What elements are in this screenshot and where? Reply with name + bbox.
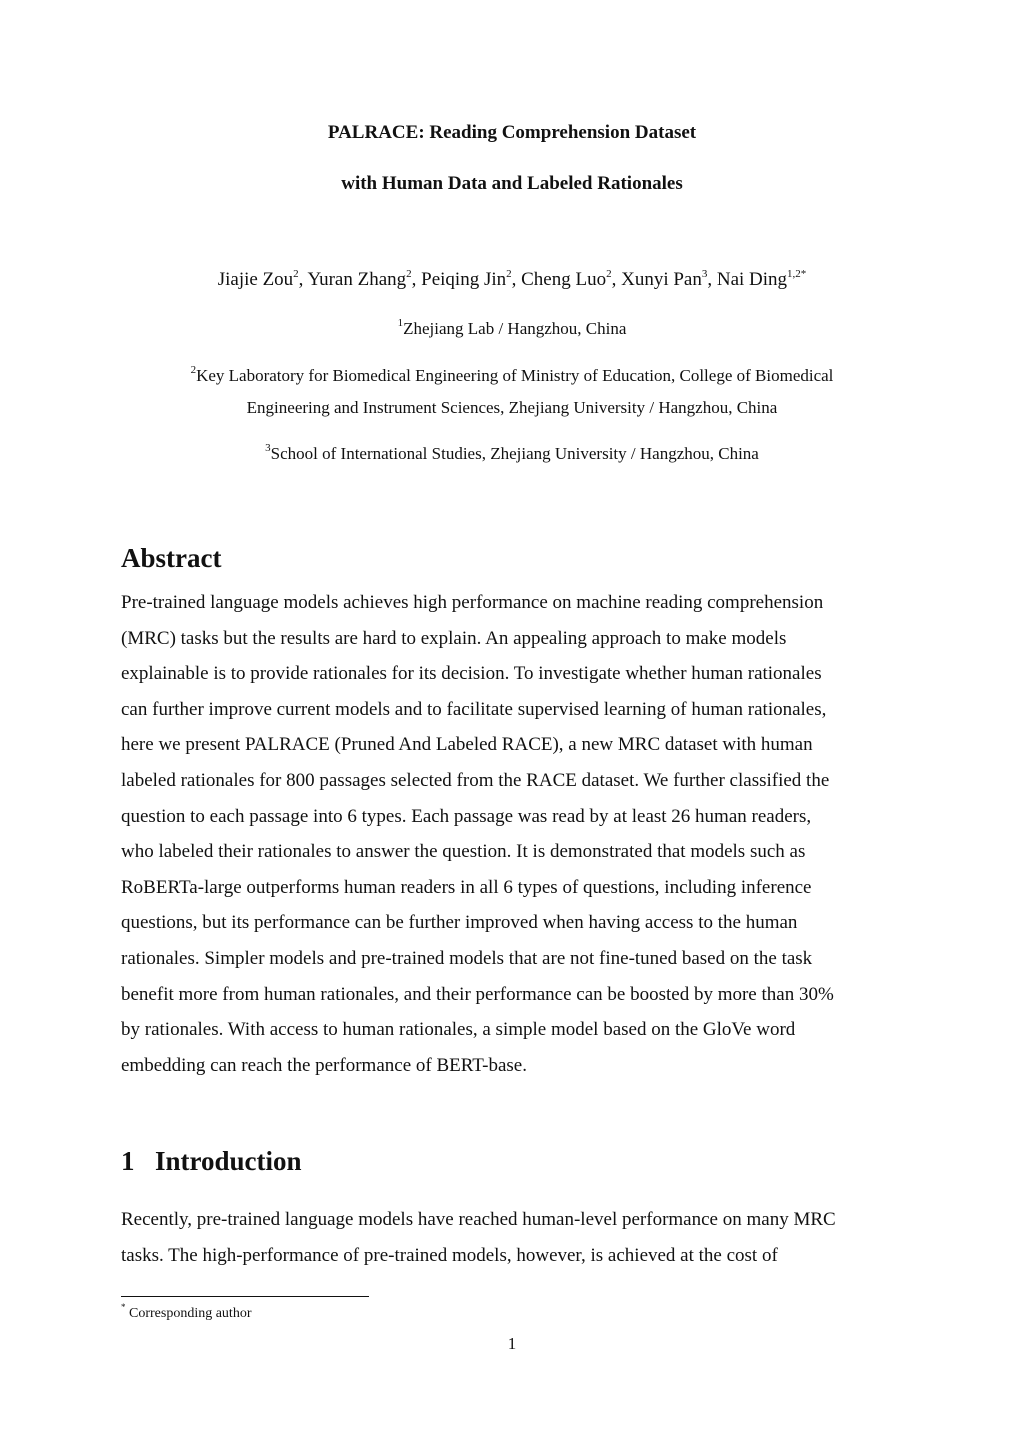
author-affiliation-mark: 2 — [293, 267, 299, 280]
introduction-heading — [121, 1143, 302, 1179]
abstract-line: Pre-trained language models achieves high performance on machine reading comprehension — [121, 592, 824, 613]
affiliation-1 — [0, 318, 1024, 340]
introduction-body — [121, 1202, 903, 1273]
author-name: Jiajie Zou — [217, 269, 294, 290]
affiliation-3 — [0, 443, 1024, 465]
affiliation-mark: 2 — [190, 364, 197, 377]
footnote — [121, 1304, 251, 1324]
abstract-body — [121, 585, 903, 1083]
abstract-line: (MRC) tasks but the results are hard to explain. An appealing approach to make models — [121, 627, 787, 649]
author-name: Xunyi Pan — [621, 269, 702, 290]
abstract-line: rationales. Simpler models and pre-trained models that are not fine-tuned based on the task — [121, 947, 813, 969]
introduction-line: Recently, pre-trained language models have reached human-level performance on many MRC — [121, 1209, 836, 1230]
affiliation-2 — [0, 365, 1024, 387]
author-name: Nai Ding — [716, 269, 788, 290]
abstract-line: who labeled their rationales to answer the question. It is demonstrated that models such as — [121, 841, 806, 863]
abstract-line: can further improve current models and to facilitate supervised learning of human rationales, — [121, 698, 827, 720]
abstract-heading: Abstract — [121, 543, 222, 573]
author-affiliation-mark: 2 — [406, 267, 412, 280]
affiliation-mark: 1 — [397, 317, 404, 330]
author-affiliation-mark: 3 — [701, 267, 708, 280]
abstract-line: embedding can reach the performance of BERT-base. — [121, 1054, 527, 1076]
author-separator: , — [411, 269, 422, 290]
abstract-line: by rationales. With access to human rationales, a simple model based on the GloVe word — [121, 1019, 796, 1041]
author-affiliation-mark: 2 — [606, 267, 612, 280]
section-number: 1 — [121, 1146, 135, 1176]
footnote-mark: * — [121, 1302, 126, 1313]
affiliation-text: Key Laboratory for Biomedical Engineering of Ministry of Education, College of Biomedical — [196, 366, 834, 385]
section-title: Introduction — [155, 1146, 302, 1176]
author-separator: , — [298, 269, 308, 290]
affiliation-text: Zhejiang Lab / Hangzhou, China — [403, 319, 627, 338]
author-name: Peiqing Jin — [421, 269, 507, 290]
footnote-divider — [121, 1296, 369, 1297]
affiliation-mark: 3 — [265, 442, 271, 455]
author-separator: , — [511, 269, 522, 290]
abstract-line: RoBERTa-large outperforms human readers in all 6 types of questions, including inference — [121, 876, 812, 898]
author-affiliation-mark: 1,2* — [787, 267, 807, 280]
footnote-text: Corresponding author — [129, 1306, 252, 1321]
abstract-line: labeled rationales for 800 passages selected from the RACE dataset. We further classified the — [121, 769, 830, 791]
paper-title-line-2: with Human Data and Labeled Rationales — [341, 173, 683, 194]
paper-title-line-1: PALRACE: Reading Comprehension Dataset — [327, 122, 697, 143]
abstract-line: benefit more from human rationales, and their performance can be boosted by more than 30% — [121, 983, 834, 1005]
affiliation-text: School of International Studies, Zhejiang University / Hangzhou, China — [270, 444, 759, 463]
author-affiliation-mark: 2 — [506, 267, 512, 280]
introduction-line: tasks. The high-performance of pre-trained models, however, is achieved at the cost of — [121, 1244, 778, 1266]
affiliation-2-continued: Engineering and Instrument Sciences, Zhejiang University / Hangzhou, China — [246, 398, 778, 417]
author-list — [0, 267, 1024, 293]
abstract-line: questions, but its performance can be further improved when having access to the human — [121, 912, 798, 934]
author-separator: , — [611, 269, 622, 290]
author-separator: , — [707, 269, 717, 290]
abstract-line: question to each passage into 6 types. Each passage was read by at least 26 human readers, — [121, 805, 812, 827]
abstract-line: explainable is to provide rationales for its decision. To investigate whether human rationales — [121, 663, 822, 685]
abstract-line: here we present PALRACE (Pruned And Labeled RACE), a new MRC dataset with human — [121, 734, 813, 756]
page-number: 1 — [507, 1334, 517, 1353]
author-name: Cheng Luo — [521, 269, 607, 290]
author-name: Yuran Zhang — [307, 269, 407, 290]
